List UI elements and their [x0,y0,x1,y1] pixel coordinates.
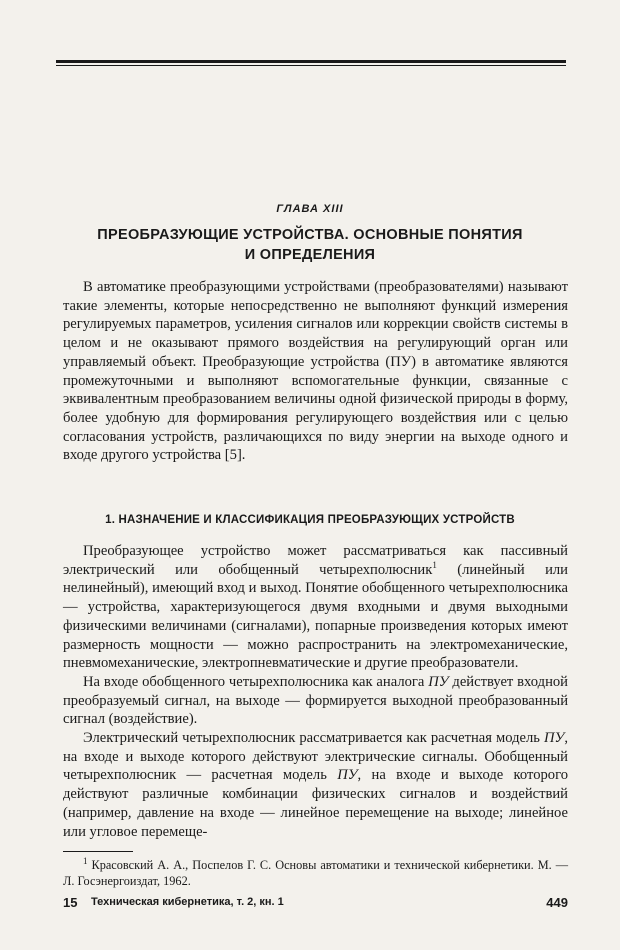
section-paragraph-3: Электрический четырехполюсник рассматривается как расчетная модель ПУ, на входе и выходе которого действуют электрические сигналы. Обобщенный четырехполюсник — расчетная модель ПУ, на входе и выходе которого действуют различные комбинации физических сигналов и воздействий (например, давление на входе — линейное перемещение на выходе; линейное или угловое перемеще- [63,730,569,840]
book-title: Техническая кибернетика, т. 2, кн. 1 [91,896,284,908]
chapter-title [60,225,560,265]
chapter-title-line-2: И ОПРЕДЕЛЕНИЯ [244,247,376,263]
chapter-label: ГЛАВА XIII [276,203,344,215]
section-body [63,542,568,841]
footnote-rule [63,851,133,852]
footnote-ref: 1 [432,559,437,570]
page-footer [63,895,568,915]
footnote-text: Красовский А. А., Поспелов Г. С. Основы автоматики и технической кибернетики. М. — Л. Госэнергоиздат, 1962. [63,858,568,888]
section-paragraph-2: На входе обобщенного четырехполюсника как аналога ПУ действует входной преобразуемый сигнал, на выходе — формируется выходной преобразованный сигнал (воздействие). [63,673,568,728]
intro-text [63,278,568,465]
intro-paragraph: В автоматике преобразующими устройствами (преобразователями) называют такие элементы, которые непосредственно не выполняют функций измерения регулируемых параметров, усиления сигналов или коррекции свойств системы в целом и не оказывают прямого воздействия на регулирующий орган или управляемый объект. Преобразующие устройства (ПУ) в автоматике являются промежуточными и выполняют вспомогательные функции, связанные с эквивалентным преобразованием величины одной физической природы в форму, более удобную для формирования регулирующего воздействия или с целью согласования устройств, различающихся по виду энергии на выходе одного и входе другого устройства [5]. [63,279,568,464]
section-heading: 1. НАЗНАЧЕНИЕ И КЛАССИФИКАЦИЯ ПРЕОБРАЗУЮЩИХ УСТРОЙСТВ [105,514,515,526]
signature-mark: 15 [63,895,78,910]
top-double-rule [56,60,566,68]
footnote [63,857,568,889]
chapter-title-line-1: ПРЕОБРАЗУЮЩИЕ УСТРОЙСТВА. ОСНОВНЫЕ ПОНЯТИЯ [97,227,523,243]
page-number: 449 [546,895,568,910]
section-paragraph-1: Преобразующее устройство может рассматриваться как пассивный электрический или обобщенный четырехполюсник$^1$ (линейный или нелинейный), имеющий вход и выход. Понятие обобщенного четырехполюсника — устройства, характеризующегося двумя входными и двумя выходными физическими величинами (сигналами), попарные произведения которых имеют размерность мощности — можно распространить на электромеханические, пневмомеханические, электропневматические и другие преобразователи. [63,543,568,672]
footnote-marker: 1 [83,855,88,866]
